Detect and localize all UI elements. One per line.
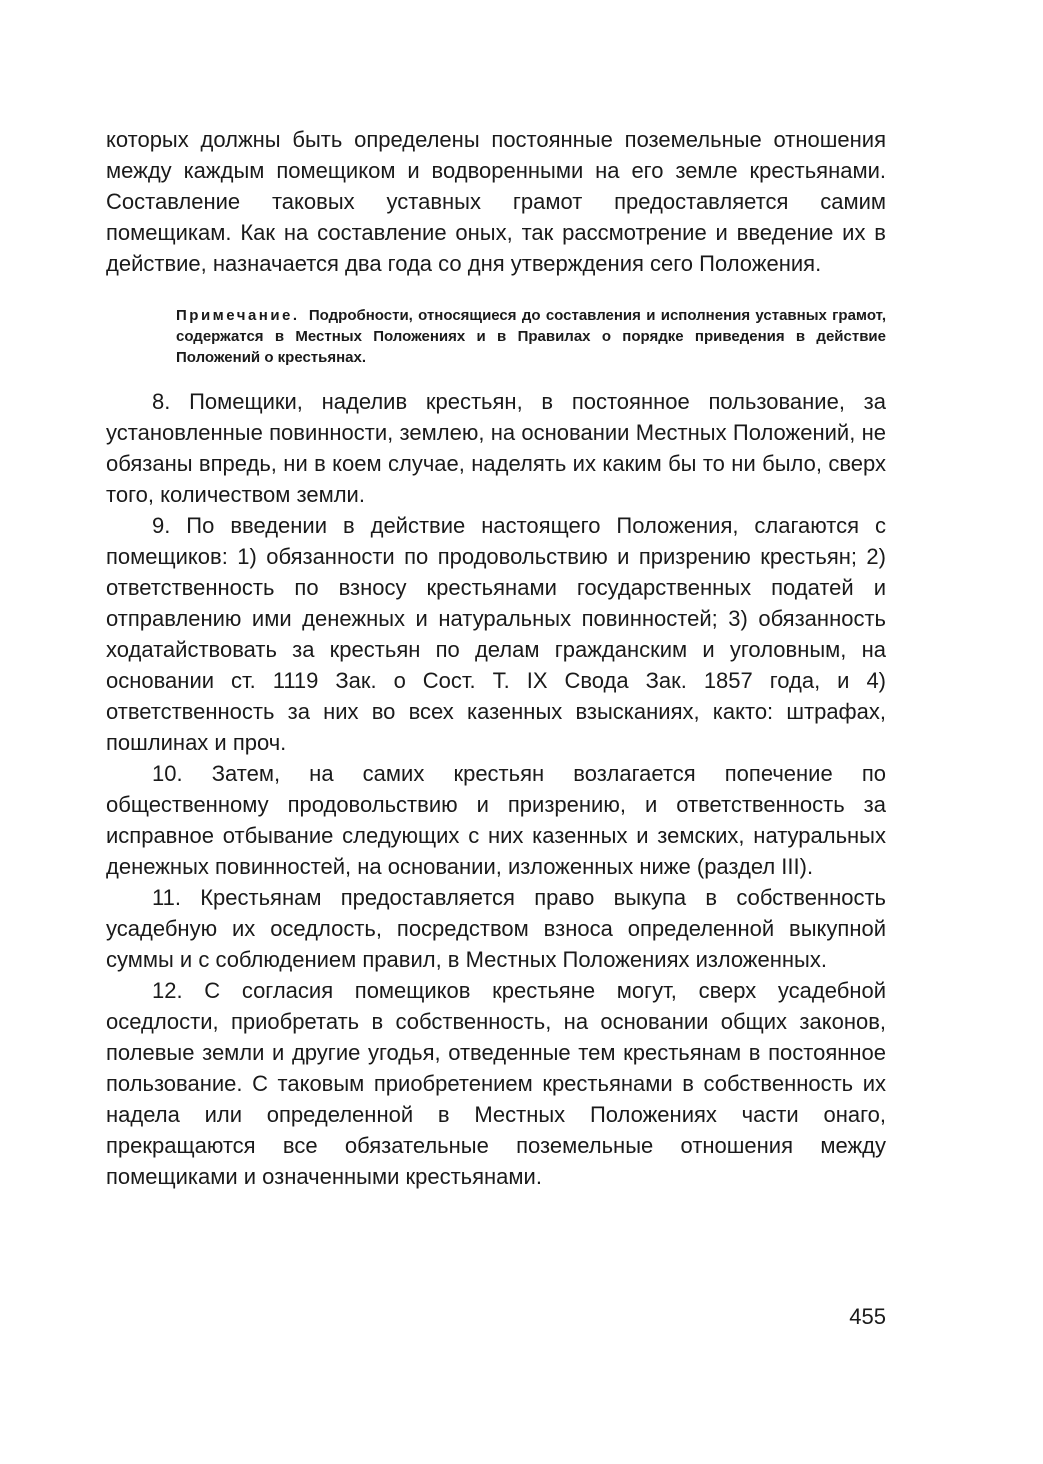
article-10: 10. Затем, на самих крестьян возлагается попечение по общественному продовольствию и призрению, и ответственность за исправное отбывание следующих с них казенных и земских, натуральных денежных повинностей, на основании, изложенных ниже (раздел III).	[106, 761, 886, 879]
article-12: 12. С согласия помещиков крестьяне могут, сверх усадебной оседлости, приобретать в собственность, на основании общих законов, полевые земли и другие угодья, отведенные тем крестьянам в постоянное пользование. С таковым приобретением крестьянами в собственность их надела или определенной в Местных Положениях части онаго, прекращаются все обязательные поземельные отношения между помещиками и означенными крестьянами.	[106, 978, 886, 1189]
page-body	[106, 124, 886, 1192]
continuation-paragraph: которых должны быть определены постоянные поземельные отношения между каждым помещиком и водворенными на его земле крестьянами. Составление таковых уставных грамот предоставляется самим помещикам. Как на составление оных, так рассмотрение и введение их в действие, назначается два года со дня утверждения сего Положения.	[106, 127, 886, 276]
note-block	[176, 305, 886, 368]
article-8: 8. Помещики, наделив крестьян, в постоянное пользование, за установленные повинности, землею, на основании Местных Положений, не обязаны впредь, ни в коем случае, наделять их каким бы то ни было, сверх того, количеством земли.	[106, 389, 886, 507]
note-label: Примечание.	[176, 307, 300, 324]
article-11: 11. Крестьянам предоставляется право выкупа в собственность усадебную их оседлость, посредством взноса определенной выкупной суммы и с соблюдением правил, в Местных Положениях изложенных.	[106, 885, 886, 972]
note-text: Подробности, относящиеся до составления и исполнения уставных грамот, содержатся в Местных Положениях и в Правилах о порядке приведения в действие Положений о крестьянах.	[176, 307, 886, 366]
article-9: 9. По введении в действие настоящего Положения, слагаются с помещиков: 1) обязанности по продовольствию и призрению крестьян; 2) ответственность по взносу крестьянами государственных податей и отправлению ими денежных и натуральных повинностей; 3) обязанность ходатайствовать за крестьян по делам гражданским и уголовным, на основании ст. 1119 Зак. о Сост. Т. IX Свода Зак. 1857 года, и 4) ответственность за них во всех казенных взысканиях, както: штрафах, пошлинах и проч.	[106, 513, 886, 755]
page-number: 455	[849, 1304, 886, 1329]
